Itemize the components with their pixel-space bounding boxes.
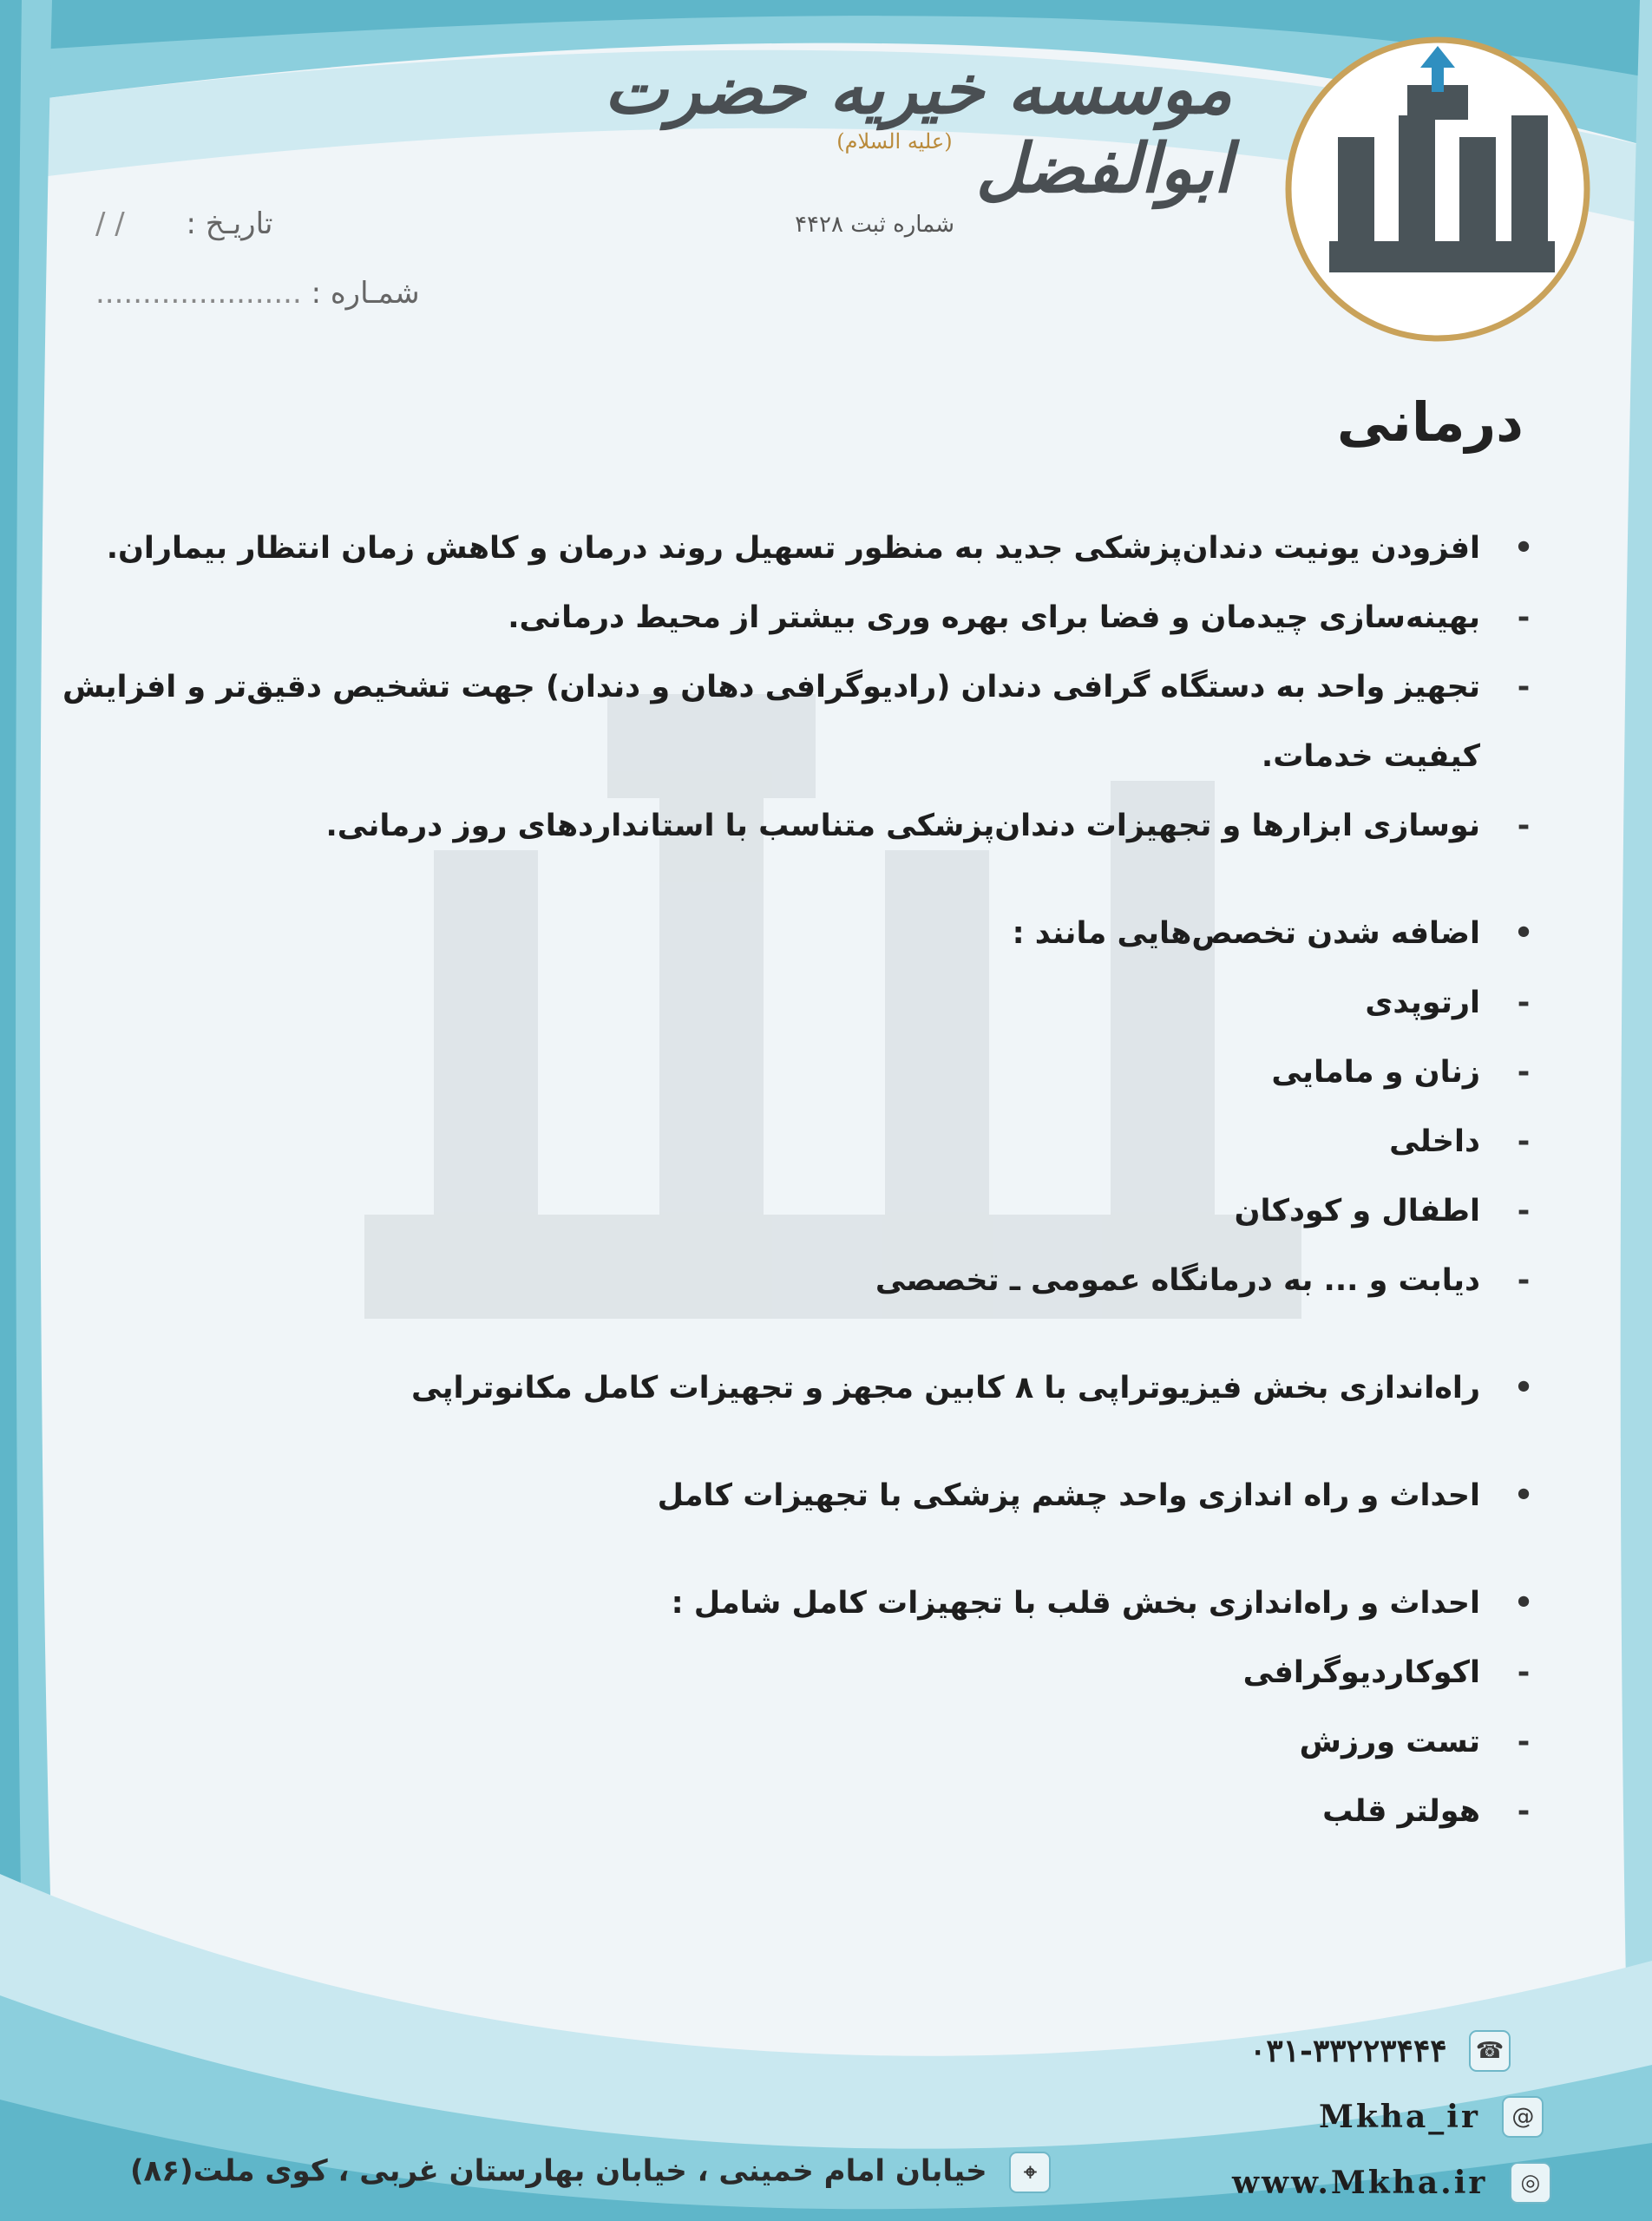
list-item: - زنان و مامایی [31, 1038, 1541, 1107]
date-label: تاریـخ : [186, 206, 273, 241]
list-item: - اطفال و کودکان [31, 1176, 1541, 1246]
list-marker: - [1517, 1725, 1531, 1759]
address-text: خیابان امام خمینی ، خیابان بهارستان غربی ، کوی ملت(۸۶) [130, 2153, 987, 2189]
list-marker: - [1517, 1263, 1531, 1298]
website-url: www.Mkha.ir [1232, 2165, 1488, 2201]
list-marker: • [1513, 531, 1534, 566]
list-marker: • [1513, 1371, 1534, 1405]
list-item: - دیابت و ... به درمانگاه عمومی ـ تخصصی [31, 1246, 1541, 1315]
list-marker: • [1513, 916, 1534, 951]
email-icon: @ [1502, 2096, 1544, 2138]
list-marker: • [1513, 1478, 1534, 1513]
list-item: - تجهیز واحد به دستگاه گرافی دندان (رادیوگرافی دهان و دندان) جهت تشخیص دقیق‌تر و افزایش [31, 652, 1541, 722]
list-item: - تست ورزش [31, 1707, 1541, 1777]
list-item: • احداث و راه‌اندازی بخش قلب با تجهیزات کامل شامل : [31, 1569, 1541, 1638]
list-item: • احداث و راه اندازی واحد چشم پزشکی با تجهیزات کامل [31, 1461, 1541, 1530]
list-marker: - [1517, 670, 1531, 704]
footer-address [130, 2152, 1051, 2193]
footer-social [1319, 2096, 1544, 2138]
list-marker: - [1517, 1194, 1531, 1228]
globe-icon: ◎ [1510, 2162, 1551, 2204]
page-title: درمانی [1336, 390, 1524, 454]
list-marker: - [1517, 600, 1531, 635]
date-value: / / [95, 206, 125, 241]
institution-name: موسسه خیریه حضرت ابوالفضل $^{(علیه السلام)}$ [604, 50, 1232, 208]
footer-website [1232, 2162, 1551, 2204]
social-handle: Mkha_ir [1319, 2099, 1480, 2135]
mkha-logo [1277, 33, 1598, 345]
list-marker: - [1517, 1124, 1531, 1159]
list-item: - داخلی [31, 1107, 1541, 1176]
number-field [95, 276, 420, 311]
number-label: شمـاره : [311, 276, 420, 311]
phone-number: ۰۳۱-۳۳۲۲۳۴۴۴ [1249, 2033, 1447, 2069]
list-marker: - [1517, 809, 1531, 843]
list-item: • افزودن یونیت دندان‌پزشکی جدید به منظور تسهیل روند درمان و کاهش زمان انتظار بیماران. [31, 514, 1541, 583]
phone-icon: ☎ [1469, 2030, 1511, 2072]
list-item: - نوسازی ابزارها و تجهیزات دندان‌پزشکی متناسب با استانداردهای روز درمانی. [31, 791, 1541, 861]
list-item: - هولتر قلب [31, 1777, 1541, 1846]
list-marker: - [1517, 1655, 1531, 1690]
list-item: • اضافه شدن تخصص‌هایی مانند : [31, 899, 1541, 968]
list-marker: • [1513, 1586, 1534, 1621]
list-marker: - [1517, 986, 1531, 1020]
footer-phone [1249, 2030, 1511, 2072]
list-item: - ارتوپدی [31, 968, 1541, 1038]
list-marker: - [1517, 1794, 1531, 1829]
services-list [31, 514, 1541, 1846]
number-value: ...................... [95, 276, 302, 311]
list-item: - اکوکاردیوگرافی [31, 1638, 1541, 1707]
registration-number: شماره ثبت ۴۴۲۸ [795, 212, 954, 238]
list-item: • راه‌اندازی بخش فیزیوتراپی با ۸ کابین مجهز و تجهیزات کامل مکانوتراپی [31, 1353, 1541, 1423]
list-item: - بهینه‌سازی چیدمان و فضا برای بهره وری بیشتر از محیط درمانی. [31, 583, 1541, 652]
location-pin-icon: ⌖ [1009, 2152, 1051, 2193]
date-field [95, 206, 272, 241]
honorific: (علیه السلام) [836, 129, 953, 154]
list-item: کیفیت خدمات. [1261, 739, 1480, 774]
list-marker: - [1517, 1055, 1531, 1090]
